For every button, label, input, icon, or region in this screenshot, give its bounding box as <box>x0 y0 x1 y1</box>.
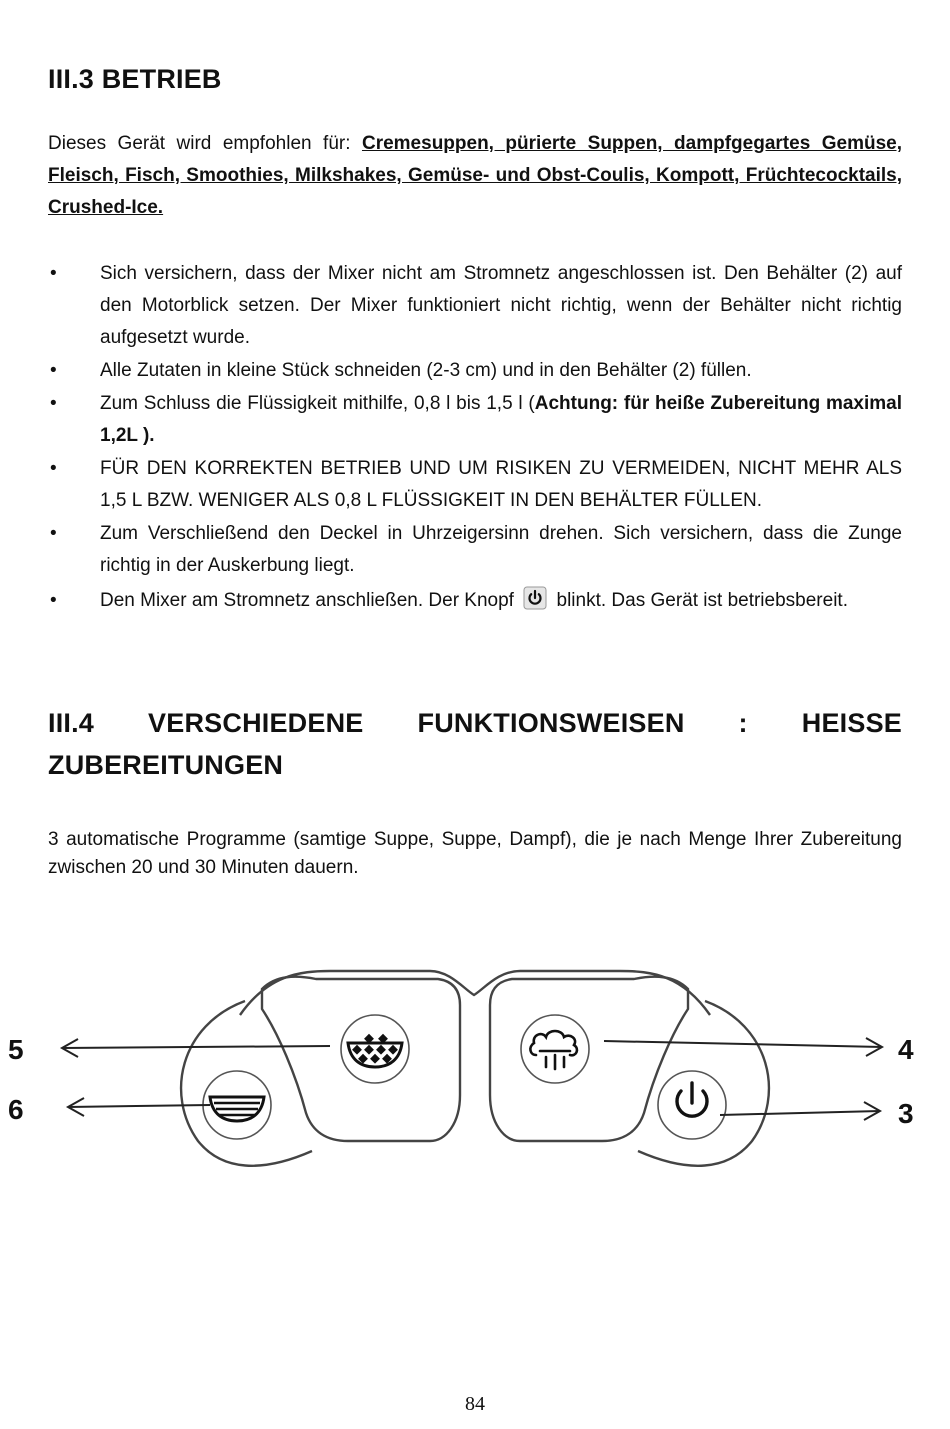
label-6: 6 <box>8 1094 24 1125</box>
intro-prefix: Dieses Gerät wird empfohlen für: <box>48 133 362 154</box>
step-text: Zum Schluss die Flüssigkeit mithilfe, 0,8 l bis 1,5 l ( <box>100 393 535 414</box>
section-title-betrieb: III.3 BETRIEB <box>48 64 222 94</box>
list-item <box>48 388 902 452</box>
intro-paragraph <box>48 128 902 224</box>
step-text: Den Mixer am Stromnetz anschließen. Der Knopf <box>100 590 514 611</box>
arrow-6 <box>68 1105 210 1107</box>
list-item <box>48 585 902 617</box>
power-button[interactable] <box>658 1071 726 1139</box>
step-text: Zum Verschließend den Deckel in Uhrzeigersinn drehen. Sich versichern, dass die Zunge richtig in der Auskerbung liegt. <box>100 523 902 576</box>
recommended-uses: Cremesuppen, pürierte Suppen, dampfgegartes Gemüse, Fleisch, Fisch, Smoothies, Milkshakes, Gemüse- und Obst-Coulis, Kompott, Früchtecocktails, Crushed-Ice. <box>48 133 902 218</box>
label-4: 4 <box>898 1034 914 1065</box>
bullet-icon: • <box>50 458 57 479</box>
arrow-4 <box>604 1041 882 1047</box>
steam-button-housing <box>490 977 688 1141</box>
bullet-icon: • <box>50 360 57 381</box>
step-text: blinkt. Das Gerät ist betriebsbereit. <box>556 590 848 611</box>
arrow-5 <box>62 1046 330 1048</box>
step-text: Sich versichern, dass der Mixer nicht am Stromnetz angeschlossen ist. Den Behälter (2) auf den Motorblick setzen. Der Mixer funktioniert nicht richtig, wenn der Behälter nicht richtig aufgesetzt wurde. <box>100 263 902 348</box>
list-item <box>48 355 902 387</box>
velvety-soup-program-button[interactable] <box>341 1015 409 1083</box>
step-text: FÜR DEN KORREKTEN BETRIEB UND UM RISIKEN ZU VERMEIDEN, NICHT MEHR ALS 1,5 L BZW. WENIGER ALS 0,8 L FLÜSSIGKEIT IN DEN BEHÄLTER FÜLLEN. <box>100 458 902 511</box>
arrow-3 <box>720 1111 880 1115</box>
programs-paragraph: 3 automatische Programme (samtige Suppe, Suppe, Dampf), die je nach Menge Ihrer Zubereitung zwischen 20 und 30 Minuten dauern. <box>48 829 902 878</box>
section-title-funktionsweisen: III.4 VERSCHIEDENE FUNKTIONSWEISEN : HEISSE ZUBEREITUNGEN <box>48 708 902 780</box>
operation-steps <box>48 258 902 618</box>
control-panel-diagram <box>0 945 950 1175</box>
bullet-icon: • <box>50 393 57 414</box>
bullet-icon: • <box>50 590 57 611</box>
list-item <box>48 258 902 354</box>
list-item <box>48 518 902 582</box>
label-3: 3 <box>898 1098 914 1129</box>
label-5: 5 <box>8 1034 24 1065</box>
page-number: 84 <box>465 1393 485 1415</box>
hot-preparation-warning: Achtung: für heiße Zubereitung maximal 1,2L ). <box>100 393 903 446</box>
step-text: Alle Zutaten in kleine Stück schneiden (2-3 cm) und in den Behälter (2) füllen. <box>100 360 752 381</box>
bullet-icon: • <box>50 263 57 284</box>
list-item <box>48 453 902 517</box>
power-icon <box>523 586 547 610</box>
bullet-icon: • <box>50 523 57 544</box>
